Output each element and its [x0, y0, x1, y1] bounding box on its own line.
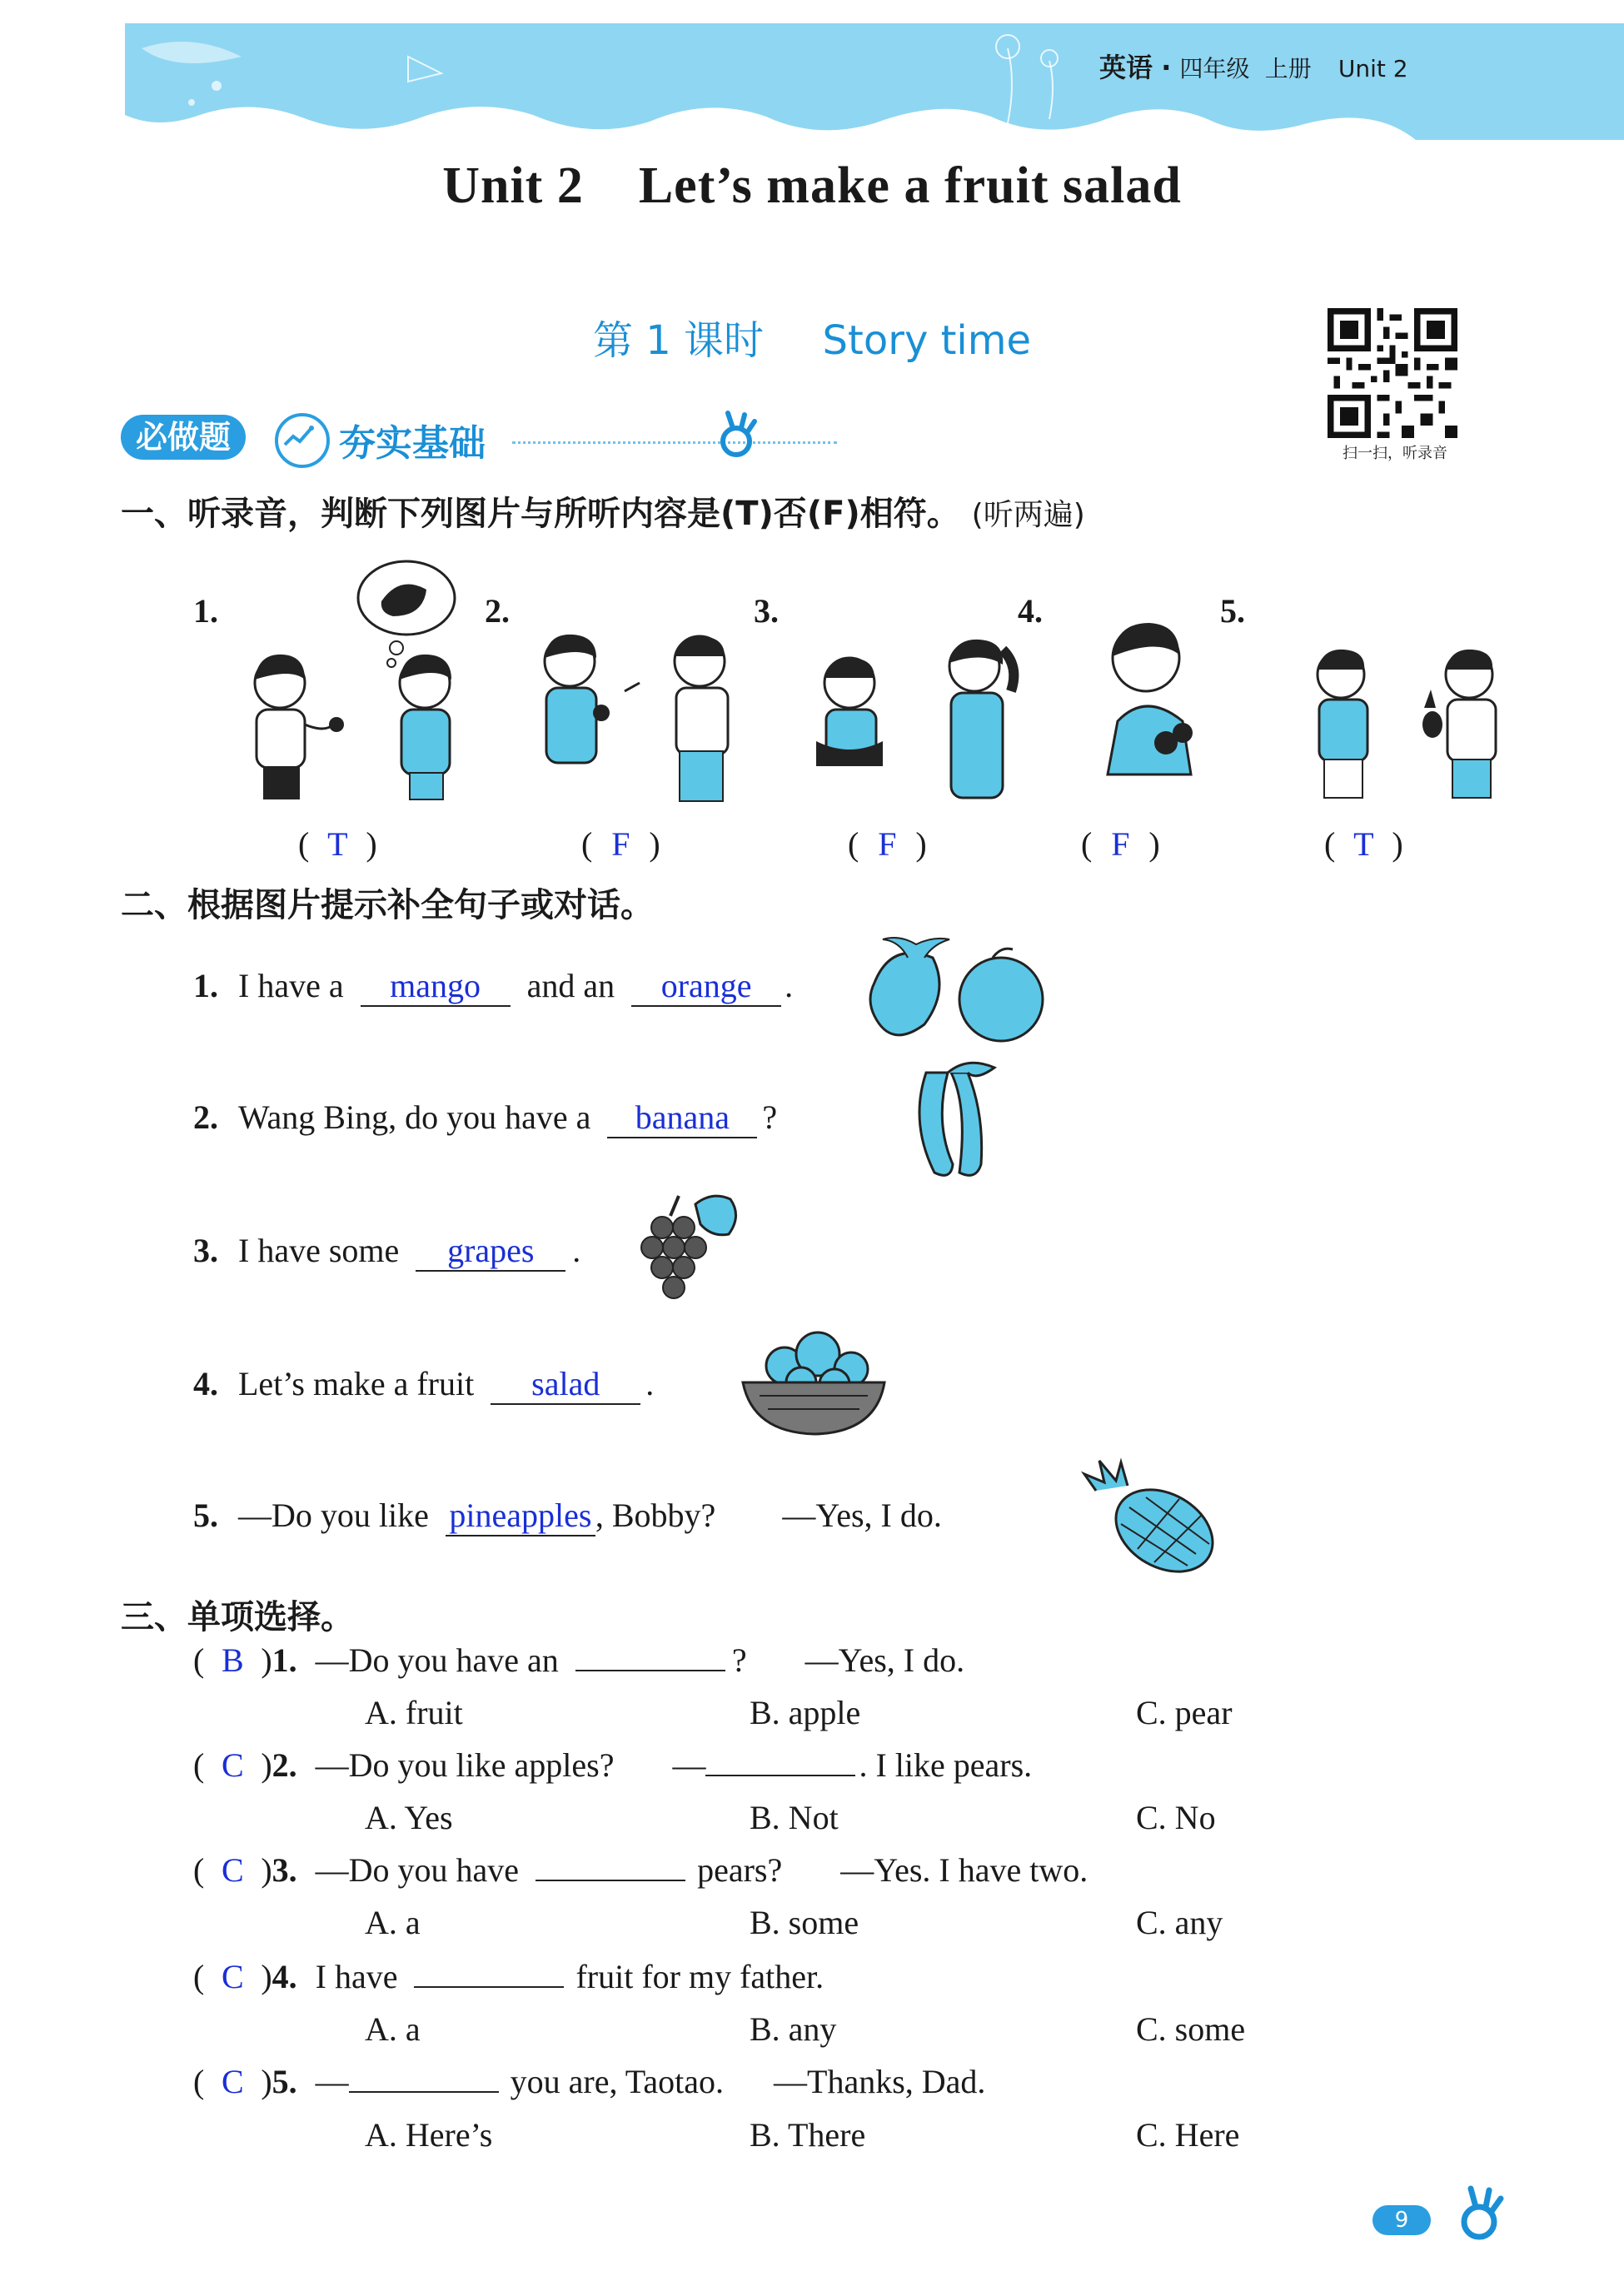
fill-item-2 — [193, 1098, 777, 1138]
fill-item-1-text-a: I have a — [238, 967, 344, 1004]
choice-item-1: ( B )1. —Do you have an ? —Yes, I do. — [193, 1641, 965, 1679]
fill-item-4-answer: salad — [531, 1365, 600, 1402]
scene-3-illustration — [816, 640, 1014, 798]
must-do-banner — [121, 410, 754, 465]
fill-item-3-number: 3. — [193, 1232, 218, 1269]
choice-item-5-answer: C — [221, 2063, 244, 2100]
header-unit: Unit 2 — [1338, 55, 1408, 82]
dotted-rule — [512, 441, 837, 444]
fill-item-5-text-a: —Do you like — [238, 1497, 429, 1534]
fill-item-5-answer: pineapples — [449, 1497, 592, 1534]
listen-answer-4: ( F ) — [1081, 825, 1160, 863]
choice-item-1-option-a[interactable]: A. fruit — [365, 1694, 463, 1731]
choice-item-2-answer: C — [221, 1746, 244, 1784]
listen-item-4-number: 4. — [1018, 592, 1043, 630]
choice-item-3-option-a[interactable]: A. a — [365, 1904, 421, 1941]
choice-item-2-option-b[interactable]: B. Not — [750, 1799, 839, 1836]
header-grade: 四年级 — [1179, 55, 1250, 82]
choice-item-4-option-c[interactable]: C. some — [1136, 2010, 1246, 2048]
pineapple-picture — [1079, 1457, 1221, 1582]
choice-item-2: ( C )2. —Do you like apples? — . I like pears. — [193, 1746, 1033, 1784]
qr-caption: 扫一扫，听录音 — [1343, 445, 1447, 462]
choice-item-4-stem-b: fruit for my father. — [575, 1958, 824, 1995]
choice-item-2-stem-a: —Do you like apples? — [315, 1746, 615, 1784]
fill-item-1-answer-1: mango — [390, 967, 481, 1004]
fill-item-4-text-a: Let’s make a fruit — [238, 1365, 475, 1402]
header-banner — [125, 23, 1624, 140]
choice-item-5-option-a[interactable]: A. Here’s — [365, 2116, 493, 2154]
page-number: 9 — [1372, 2205, 1431, 2235]
fill-item-5-number: 5. — [193, 1497, 218, 1534]
section1-heading — [121, 487, 1085, 535]
choice-item-5-option-c[interactable]: C. Here — [1136, 2116, 1240, 2154]
ok-hand-footer-icon — [1456, 2184, 1506, 2249]
choice-item-5-option-b[interactable]: B. There — [750, 2116, 866, 2154]
choice-item-3-option-b[interactable]: B. some — [750, 1904, 859, 1941]
qr-code-image — [1328, 308, 1457, 438]
lesson-period: 第 1 课时 — [592, 317, 765, 364]
choice-item-3-stem-a: —Do you have — [315, 1851, 520, 1889]
banana-picture — [901, 1056, 1009, 1181]
listen-answer-1-value: T — [327, 825, 348, 863]
header-term: 上册 — [1264, 55, 1312, 82]
fill-item-2-text-b: ? — [762, 1098, 778, 1136]
fill-item-2-answer: banana — [635, 1098, 730, 1136]
fill-item-3-text-a: I have some — [238, 1232, 400, 1269]
fill-item-1 — [193, 966, 793, 1007]
qr-code[interactable] — [1328, 308, 1457, 438]
choice-item-1-option-b[interactable]: B. apple — [750, 1694, 861, 1731]
trend-icon — [275, 413, 330, 468]
choice-item-3-number: 3. — [271, 1851, 297, 1889]
choice-item-4-answer: C — [221, 1958, 244, 1995]
must-do-label: 夯实基础 — [339, 422, 486, 465]
mango-orange-picture — [858, 933, 1049, 1049]
listen-answer-2-value: F — [611, 825, 630, 863]
choice-item-1-number: 1. — [271, 1641, 297, 1679]
section3-heading: 三、单项选择。 — [121, 1598, 354, 1636]
scene-4-illustration — [1108, 623, 1193, 774]
choice-item-3-stem-b: pears? — [697, 1851, 783, 1889]
fill-item-1-number: 1. — [193, 967, 218, 1004]
listen-answer-2: ( F ) — [581, 825, 660, 863]
choice-item-1-reply: —Yes, I do. — [805, 1641, 965, 1679]
header-subject: 英语 — [1099, 52, 1153, 83]
listen-answer-3: ( F ) — [848, 825, 927, 863]
listen-answer-1: ( T ) — [298, 825, 377, 863]
lesson-name: Story time — [822, 317, 1032, 364]
scene-5-illustration — [1318, 650, 1496, 798]
fill-item-3 — [193, 1231, 580, 1272]
choice-item-2-option-c[interactable]: C. No — [1136, 1799, 1216, 1836]
choice-item-5-reply: —Thanks, Dad. — [774, 2063, 986, 2100]
fill-item-1-text-b: and an — [526, 967, 615, 1004]
fill-item-5 — [193, 1496, 942, 1536]
ok-hand-icon — [716, 410, 758, 466]
listen-answer-5-value: T — [1353, 825, 1374, 863]
choice-item-1-stem-b: ? — [731, 1641, 747, 1679]
choice-item-5-stem-a: — — [315, 2063, 349, 2100]
choice-item-4-number: 4. — [271, 1958, 297, 1995]
section1-heading-text: 一、听录音，判断下列图片与所听内容是(T)否(F)相符。 — [121, 495, 960, 533]
fill-item-2-number: 2. — [193, 1098, 218, 1136]
fill-item-4-number: 4. — [193, 1365, 218, 1402]
fill-item-1-answer-2: orange — [660, 967, 752, 1004]
scene-2-illustration — [545, 635, 728, 801]
choice-item-3-answer: C — [221, 1851, 244, 1889]
section2-heading: 二、根据图片提示补全句子或对话。 — [121, 886, 654, 924]
fill-item-4 — [193, 1364, 654, 1405]
fill-item-3-answer: grapes — [447, 1232, 535, 1269]
header-info: 英语 · 四年级 上册 Unit 2 — [1099, 52, 1408, 83]
page-title: Unit 2 Let’s make a fruit salad — [442, 157, 1182, 214]
scene-1-illustration — [255, 561, 455, 799]
choice-item-4-option-a[interactable]: A. a — [365, 2010, 421, 2048]
choice-item-3-option-c[interactable]: C. any — [1136, 1904, 1223, 1941]
listen-item-2-number: 2. — [485, 592, 510, 630]
grapes-picture — [637, 1191, 745, 1316]
fill-item-5-text-b: , Bobby? — [595, 1497, 716, 1534]
listen-answer-3-value: F — [878, 825, 897, 863]
section1-note: (听两遍) — [971, 498, 1085, 532]
choice-item-2-stem-b: — — [672, 1746, 706, 1784]
choice-item-5: ( C )5. — you are, Taotao. —Thanks, Dad. — [193, 2063, 986, 2100]
listen-answer-5: ( T ) — [1324, 825, 1403, 863]
fill-item-3-text-b: . — [572, 1232, 581, 1269]
listen-item-1-number: 1. — [193, 592, 218, 630]
choice-item-1-answer: B — [221, 1641, 244, 1679]
choice-item-4-stem-a: I have — [315, 1958, 398, 1995]
listen-item-5-number: 5. — [1220, 592, 1245, 630]
choice-item-2-option-a[interactable]: A. Yes — [365, 1799, 453, 1836]
listening-illustrations — [233, 558, 1516, 808]
choice-item-3-reply: —Yes. I have two. — [840, 1851, 1088, 1889]
fill-item-2-text-a: Wang Bing, do you have a — [238, 1098, 591, 1136]
choice-item-1-option-c[interactable]: C. pear — [1136, 1694, 1233, 1731]
choice-item-4-option-b[interactable]: B. any — [750, 2010, 837, 2048]
must-do-badge: 必做题 — [121, 415, 246, 460]
choice-item-1-stem-a: —Do you have an — [315, 1641, 559, 1679]
fill-item-1-text-c: . — [785, 967, 794, 1004]
fill-item-5-reply: —Yes, I do. — [782, 1497, 942, 1534]
fruit-salad-picture — [735, 1324, 893, 1441]
listen-item-3-number: 3. — [754, 592, 779, 630]
choice-item-2-reply: . I like pears. — [859, 1746, 1033, 1784]
choice-item-2-number: 2. — [271, 1746, 297, 1784]
choice-item-5-stem-b: you are, Taotao. — [510, 2063, 725, 2100]
choice-item-5-number: 5. — [271, 2063, 297, 2100]
listen-answer-4-value: F — [1111, 825, 1130, 863]
fill-item-4-text-b: . — [645, 1365, 655, 1402]
choice-item-4: ( C )4. I have fruit for my father. — [193, 1958, 824, 1995]
choice-item-3: ( C )3. —Do you have pears? —Yes. I have two. — [193, 1851, 1088, 1889]
